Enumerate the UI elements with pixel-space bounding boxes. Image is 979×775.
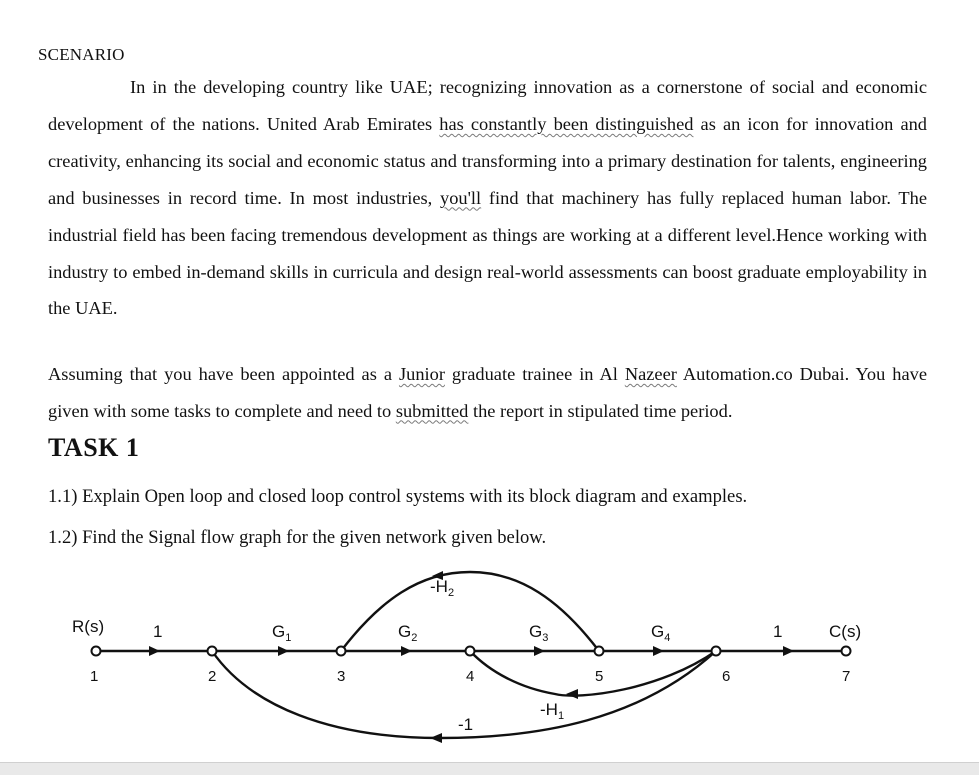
node-7 (842, 647, 851, 656)
output-label: C(s) (829, 622, 862, 641)
gain-minus1 (458, 715, 473, 734)
node-5 (595, 647, 604, 656)
gain-1-2 (153, 622, 162, 641)
flagged-word-nazeer: Nazeer (624, 364, 677, 384)
node-label-1: 1 (90, 668, 99, 685)
task-item-1: 1.1) Explain Open loop and closed loop control systems with its block diagram and examples. (48, 486, 748, 507)
bottom-scrollbar[interactable] (0, 762, 979, 775)
input-label: R(s) (72, 617, 105, 636)
arrow-feedback-minus1 (430, 733, 442, 743)
assignment-text-1: Assuming that you have been appointed as a (48, 364, 399, 384)
branch-feedback-h1 (470, 651, 716, 696)
node-label-5: 5 (595, 668, 604, 685)
gain-g2-base: G (398, 622, 412, 641)
task-heading: TASK 1 (48, 433, 140, 462)
arrow-2-3 (278, 646, 289, 656)
arrow-3-4 (401, 646, 412, 656)
flagged-word: you'll (440, 187, 482, 208)
node-label-4: 4 (466, 668, 475, 685)
node-4 (466, 647, 475, 656)
flagged-word-submitted: submitted (395, 400, 469, 421)
node-1 (92, 647, 101, 656)
arrow-feedback-h1 (566, 689, 578, 699)
node-label-6: 6 (722, 668, 731, 685)
gain-g3-base: G (529, 622, 543, 641)
task-item-2: 1.2) Find the Signal flow graph for the given network given below. (48, 527, 547, 548)
flagged-phrase: has constantly been distinguished (439, 113, 694, 134)
scenario-text-3: find that machinery has fully replaced human labor. The industrial field has been facing tremendous development as things are working at a different level.Hence working with industry to embed in-demand skills in curricula and design real-world assessments can boost graduate employability in the UAE. (48, 187, 927, 319)
branch-feedback-h2 (341, 572, 599, 651)
arrow-1-2 (149, 646, 160, 656)
gain-h1-base: -H (540, 700, 558, 719)
node-6 (712, 647, 721, 656)
gain-h1-sub: 1 (557, 710, 565, 722)
gain-g1-sub: 1 (285, 632, 292, 644)
assignment-text-4: the report in stipulated time period. (468, 400, 733, 421)
assignment-text-3: Automation.co Dubai. You have given with some tasks to complete and need to (48, 364, 927, 421)
gain-h2 (430, 577, 454, 599)
arrow-4-5 (534, 646, 545, 656)
gain-g4-base: G (651, 622, 665, 641)
gain-h2-base: -H (430, 577, 448, 596)
gain-h1 (540, 700, 564, 722)
gain-1-2-base: 1 (153, 622, 163, 641)
scenario-text-2: as an icon for innovation and creativity, enhancing its social and economic status and transforming into a primary destination for talents, engineering and businesses in record time. In most industries, (48, 113, 927, 208)
gain-minus1-base: -1 (458, 715, 474, 734)
gain-6-7-base: 1 (773, 622, 783, 641)
node-label-2: 2 (208, 668, 217, 685)
gain-g1-base: G (272, 622, 286, 641)
assignment-text-2: graduate trainee in Al (444, 364, 625, 384)
flagged-word-junior: Junior (398, 364, 445, 384)
arrow-5-6 (653, 646, 664, 656)
scenario-label: SCENARIO (38, 45, 125, 64)
gain-g1 (272, 622, 291, 644)
node-label-7: 7 (842, 668, 851, 685)
gain-g2 (398, 622, 417, 644)
node-2 (208, 647, 217, 656)
scenario-text-1: In in the developing country like UAE; recognizing innovation as a cornerstone of social and economic development of the nations. United Arab Emirates (48, 77, 927, 134)
gain-g3-sub: 3 (542, 632, 549, 644)
node-label-3: 3 (337, 668, 346, 685)
gain-g3 (529, 622, 548, 644)
gain-g4 (651, 622, 670, 644)
gain-g4-sub: 4 (664, 632, 671, 644)
arrow-6-7 (783, 646, 794, 656)
gain-g2-sub: 2 (411, 632, 418, 644)
gain-6-7 (773, 622, 782, 641)
gain-h2-sub: 2 (447, 587, 455, 599)
node-3 (337, 647, 346, 656)
